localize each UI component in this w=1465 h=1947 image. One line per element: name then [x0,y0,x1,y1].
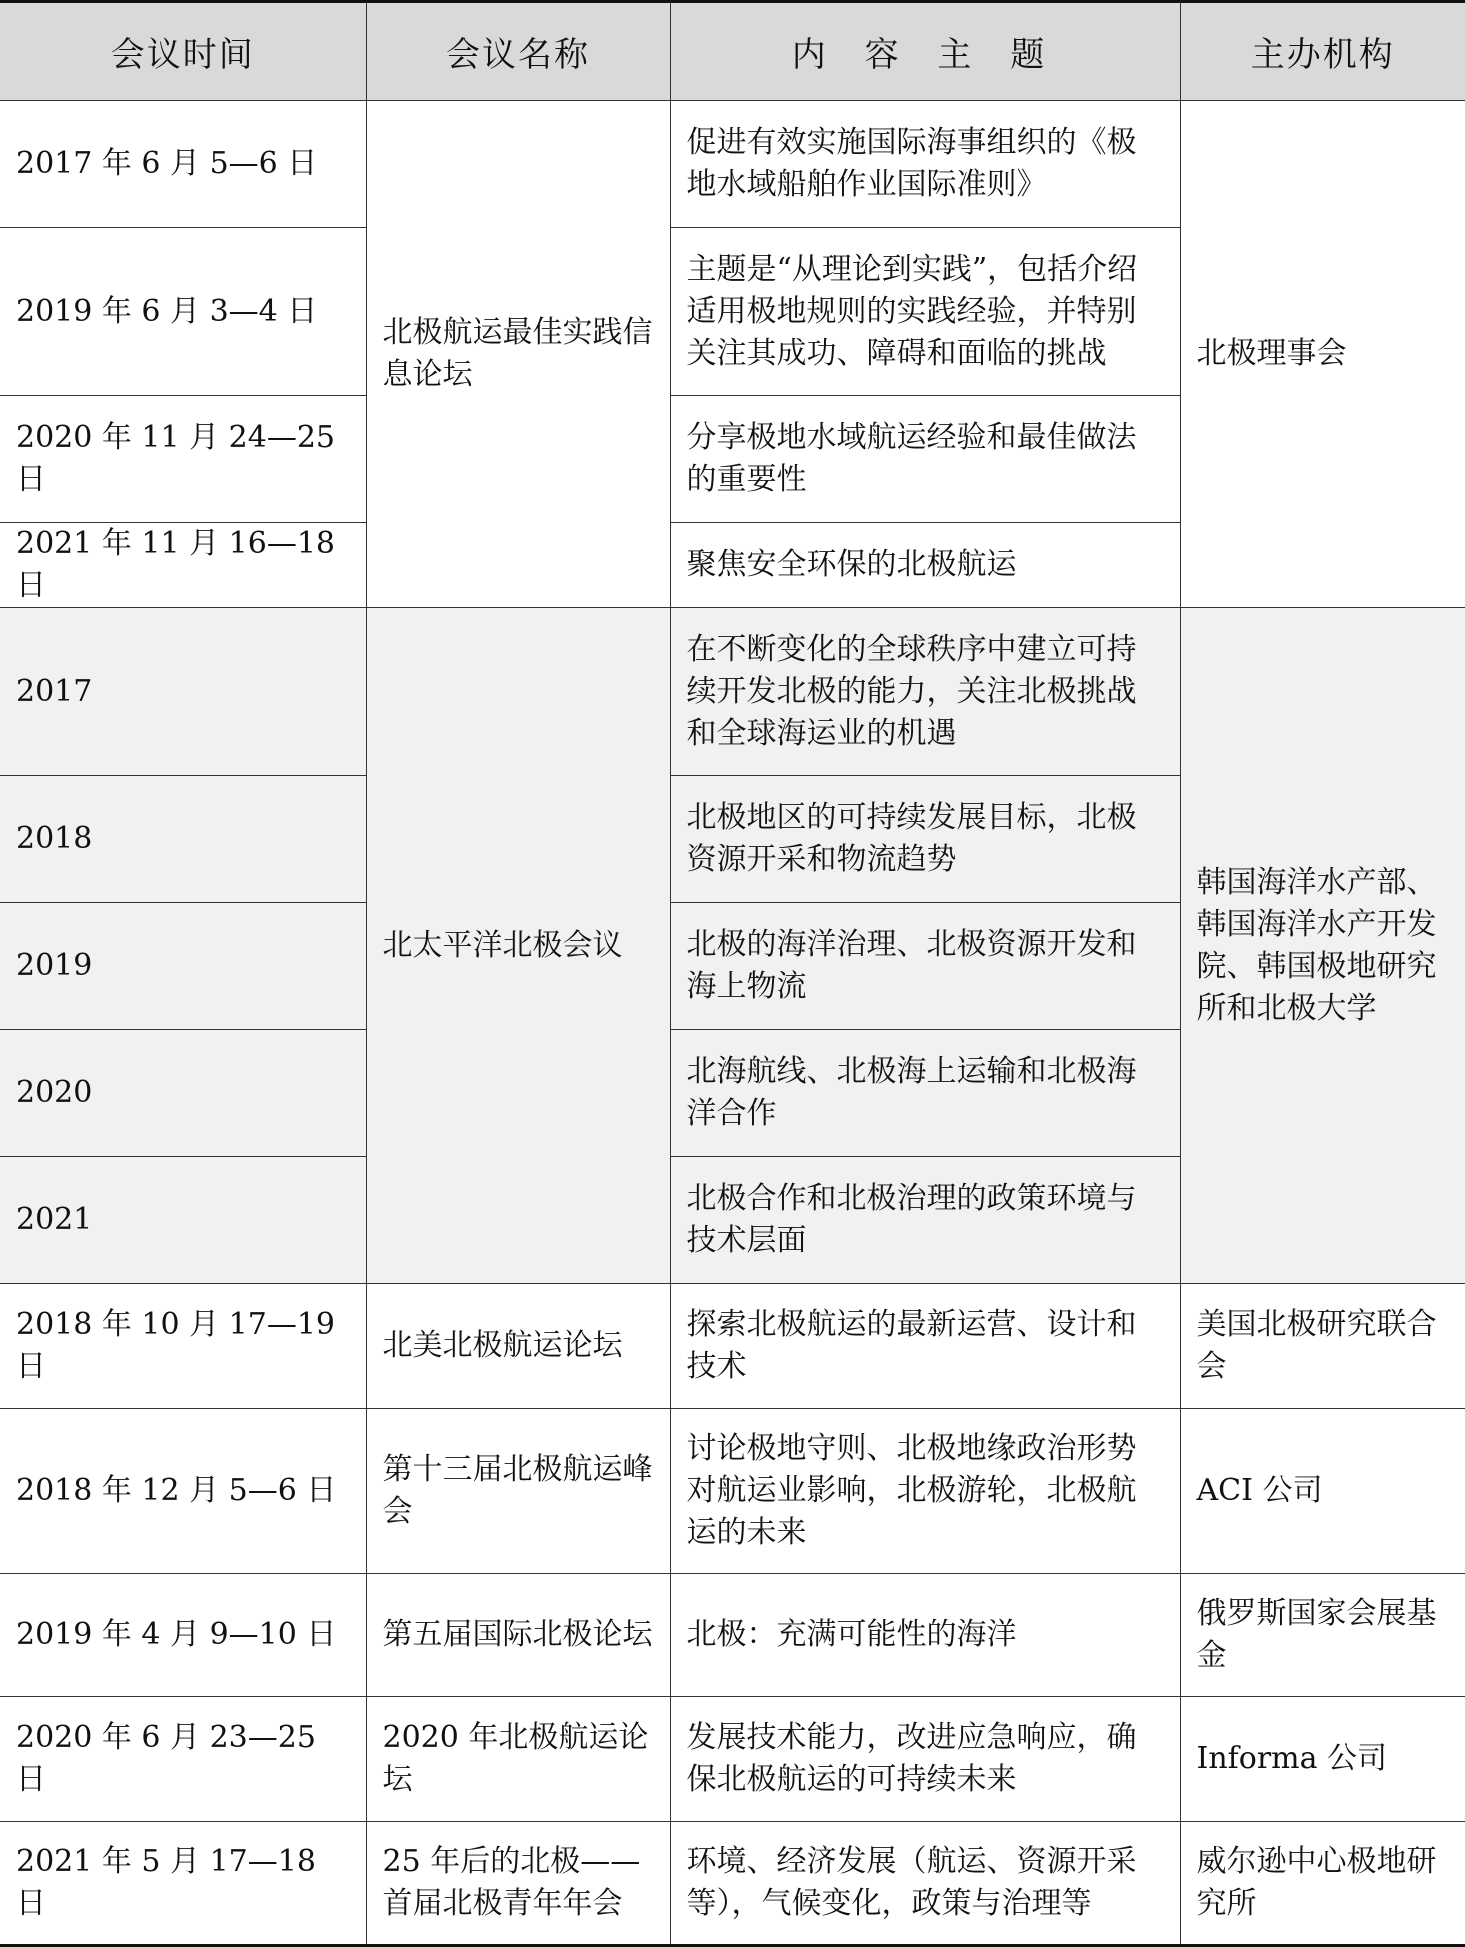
topic-cell: 探索北极航运的最新运营、设计和技术 [670,1284,1180,1409]
meeting-name-cell: 北太平洋北极会议 [366,608,670,1284]
topic-cell: 北极的海洋治理、北极资源开发和海上物流 [670,903,1180,1030]
date-cell: 2017 [0,608,366,776]
topic-cell: 北海航线、北极海上运输和北极海洋合作 [670,1030,1180,1157]
topic-cell: 环境、经济发展（航运、资源开采等），气候变化，政策与治理等 [670,1822,1180,1946]
topic-cell: 发展技术能力，改进应急响应，确保北极航运的可持续未来 [670,1697,1180,1822]
meeting-name-cell: 第五届国际北极论坛 [366,1574,670,1697]
topic-cell: 北极：充满可能性的海洋 [670,1574,1180,1697]
organizer-cell: 美国北极研究联合会 [1180,1284,1465,1409]
topic-cell: 聚焦安全环保的北极航运 [670,523,1180,608]
header-organizer: 主办机构 [1180,2,1465,101]
topic-cell: 促进有效实施国际海事组织的《极地水域船舶作业国际准则》 [670,101,1180,228]
table-row [0,1409,1465,1574]
table-row [0,1822,1465,1946]
date-cell: 2020 年 11 月 24—25 日 [0,396,366,523]
date-cell: 2021 年 11 月 16—18 日 [0,523,366,608]
date-cell: 2018 [0,776,366,903]
date-cell: 2019 [0,903,366,1030]
organizer-cell: ACI 公司 [1180,1409,1465,1574]
topic-cell: 在不断变化的全球秩序中建立可持续开发北极的能力，关注北极挑战和全球海运业的机遇 [670,608,1180,776]
topic-cell: 分享极地水域航运经验和最佳做法的重要性 [670,396,1180,523]
organizer-cell: 北极理事会 [1180,101,1465,608]
table-row [0,1697,1465,1822]
date-cell: 2019 年 4 月 9—10 日 [0,1574,366,1697]
organizer-cell: 威尔逊中心极地研究所 [1180,1822,1465,1946]
header-row [0,2,1465,101]
meeting-name-cell: 北美北极航运论坛 [366,1284,670,1409]
table-row [0,608,1465,776]
date-cell: 2018 年 12 月 5—6 日 [0,1409,366,1574]
topic-cell: 北极地区的可持续发展目标，北极资源开采和物流趋势 [670,776,1180,903]
date-cell: 2019 年 6 月 3—4 日 [0,228,366,396]
table-row [0,1284,1465,1409]
date-cell: 2021 [0,1157,366,1284]
topic-cell: 主题是“从理论到实践”，包括介绍适用极地规则的实践经验，并特别关注其成功、障碍和面临的挑战 [670,228,1180,396]
date-cell: 2020 年 6 月 23—25 日 [0,1697,366,1822]
date-cell: 2021 年 5 月 17—18 日 [0,1822,366,1946]
date-cell: 2020 [0,1030,366,1157]
table-row [0,1574,1465,1697]
topic-cell: 北极合作和北极治理的政策环境与技术层面 [670,1157,1180,1284]
meeting-name-cell: 25 年后的北极——首届北极青年年会 [366,1822,670,1946]
organizer-cell: Informa 公司 [1180,1697,1465,1822]
topic-cell: 讨论极地守则、北极地缘政治形势对航运业影响，北极游轮，北极航运的未来 [670,1409,1180,1574]
meeting-name-cell: 北极航运最佳实践信息论坛 [366,101,670,608]
meeting-name-cell: 2020 年北极航运论坛 [366,1697,670,1822]
date-cell: 2017 年 6 月 5—6 日 [0,101,366,228]
organizer-cell: 俄罗斯国家会展基金 [1180,1574,1465,1697]
date-cell: 2018 年 10 月 17—19 日 [0,1284,366,1409]
organizer-cell: 韩国海洋水产部、韩国海洋水产开发院、韩国极地研究所和北极大学 [1180,608,1465,1284]
table-row [0,101,1465,228]
header-date: 会议时间 [0,2,366,101]
meeting-name-cell: 第十三届北极航运峰会 [366,1409,670,1574]
header-topic: 内 容 主 题 [670,2,1180,101]
header-name: 会议名称 [366,2,670,101]
